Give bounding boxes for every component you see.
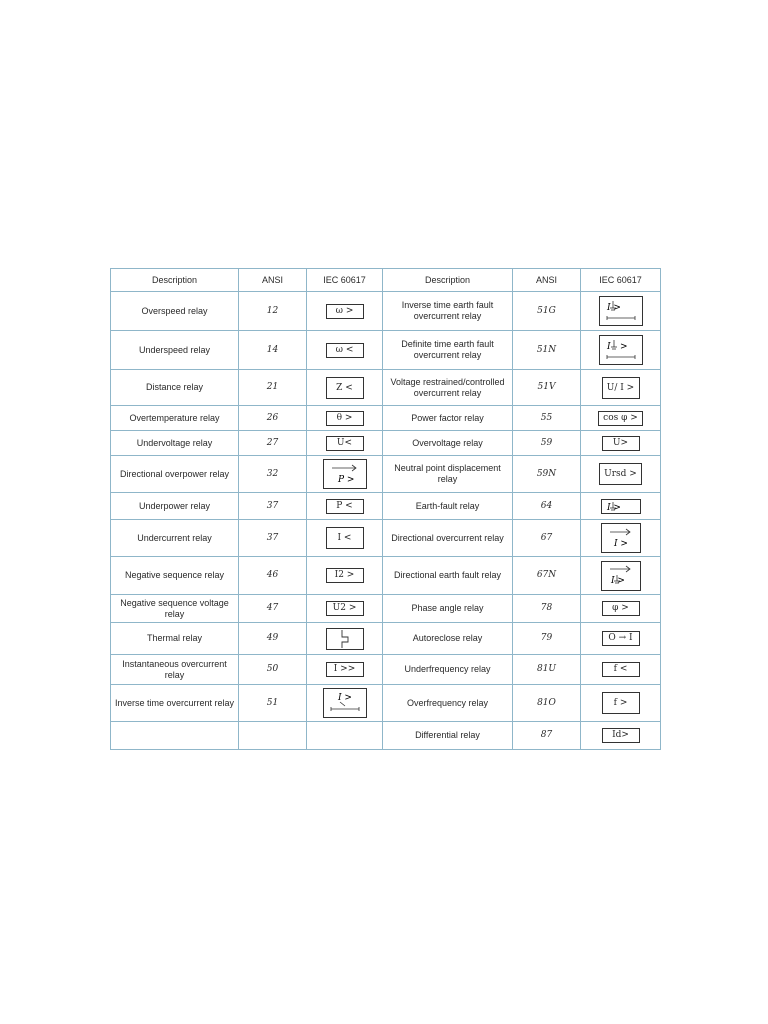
left-symbol-cell (307, 557, 383, 595)
iec-symbol: I2 > (326, 568, 364, 583)
right-description: Phase angle relay (383, 595, 513, 623)
table-row (111, 331, 661, 370)
right-ansi: 59N (513, 456, 581, 493)
left-description: Undervoltage relay (111, 431, 239, 456)
earth-fault-inverse-symbol (599, 296, 643, 326)
left-ansi: 12 (239, 292, 307, 331)
right-symbol-cell (581, 370, 661, 406)
right-symbol-cell (581, 623, 661, 655)
iec-symbol: cos φ > (598, 411, 643, 426)
left-ansi: 14 (239, 331, 307, 370)
left-symbol-cell (307, 520, 383, 557)
right-description: Overvoltage relay (383, 431, 513, 456)
right-ansi: 67 (513, 520, 581, 557)
header-ansi-right: ANSI (513, 269, 581, 292)
right-symbol-cell (581, 406, 661, 431)
right-ansi: 51N (513, 331, 581, 370)
right-description: Overfrequency relay (383, 685, 513, 722)
left-symbol-cell (307, 431, 383, 456)
header-description-left: Description (111, 269, 239, 292)
left-ansi: 46 (239, 557, 307, 595)
inverse-time-overcurrent-symbol (323, 688, 367, 718)
header-iec-right: IEC 60617 (581, 269, 661, 292)
svg-text:I >: I > (613, 539, 628, 549)
earth-fault-definite-symbol (599, 335, 643, 365)
iec-symbol: I < (326, 527, 364, 549)
svg-text:I >: I > (606, 303, 621, 313)
right-symbol-cell (581, 456, 661, 493)
svg-text:I >: I > (606, 502, 621, 513)
right-symbol-cell (581, 557, 661, 595)
right-ansi: 79 (513, 623, 581, 655)
iec-symbol: U2 > (326, 601, 364, 616)
right-symbol-cell (581, 292, 661, 331)
left-symbol-cell (307, 406, 383, 431)
left-ansi: 47 (239, 595, 307, 623)
right-description: Voltage restrained/controlled overcurrent relay (383, 370, 513, 406)
table-row (111, 406, 661, 431)
left-ansi (239, 722, 307, 750)
left-symbol-cell (307, 493, 383, 520)
iec-symbol: Ursd > (599, 463, 642, 485)
svg-text:P >: P > (337, 475, 354, 485)
iec-symbol: I >> (326, 662, 364, 677)
left-symbol-cell (307, 456, 383, 493)
right-description: Directional earth fault relay (383, 557, 513, 595)
left-description: Instantaneous overcurrent relay (111, 655, 239, 685)
directional-overcurrent-symbol (601, 523, 641, 553)
left-description: Overspeed relay (111, 292, 239, 331)
left-description (111, 722, 239, 750)
table-row (111, 292, 661, 331)
table-row (111, 685, 661, 722)
left-symbol-cell (307, 370, 383, 406)
left-ansi: 32 (239, 456, 307, 493)
right-ansi: 51V (513, 370, 581, 406)
relay-table-container (110, 268, 660, 750)
left-description: Negative sequence relay (111, 557, 239, 595)
table-row (111, 722, 661, 750)
right-symbol-cell (581, 431, 661, 456)
right-symbol-cell (581, 331, 661, 370)
directional-power-symbol (323, 459, 367, 489)
right-symbol-cell (581, 685, 661, 722)
table-row (111, 493, 661, 520)
right-ansi: 67N (513, 557, 581, 595)
left-description: Inverse time overcurrent relay (111, 685, 239, 722)
iec-symbol: U< (326, 436, 364, 451)
right-description: Directional overcurrent relay (383, 520, 513, 557)
thermal-icon (326, 628, 364, 650)
right-description: Autoreclose relay (383, 623, 513, 655)
iec-symbol: O → I (602, 631, 640, 646)
right-ansi: 51G (513, 292, 581, 331)
right-ansi: 59 (513, 431, 581, 456)
header-row (111, 269, 661, 292)
iec-symbol: ω < (326, 343, 364, 358)
left-description: Underpower relay (111, 493, 239, 520)
iec-symbol: Id> (602, 728, 640, 743)
svg-text:I: I (606, 342, 611, 352)
table-row (111, 557, 661, 595)
table-row (111, 520, 661, 557)
left-symbol-cell (307, 331, 383, 370)
iec-symbol: U/ I > (602, 377, 640, 399)
header-description-right: Description (383, 269, 513, 292)
iec-symbol: φ > (602, 601, 640, 616)
right-symbol-cell (581, 722, 661, 750)
right-symbol-cell (581, 520, 661, 557)
svg-text:I >: I > (337, 693, 352, 703)
right-ansi: 87 (513, 722, 581, 750)
right-ansi: 81O (513, 685, 581, 722)
left-symbol-cell (307, 595, 383, 623)
left-description: Thermal relay (111, 623, 239, 655)
header-iec-left: IEC 60617 (307, 269, 383, 292)
left-ansi: 37 (239, 520, 307, 557)
iec-symbol: f < (602, 662, 640, 677)
svg-text:I >: I > (610, 575, 625, 586)
left-symbol-cell (307, 292, 383, 331)
left-description: Distance relay (111, 370, 239, 406)
relay-table (110, 268, 661, 750)
right-ansi: 55 (513, 406, 581, 431)
left-ansi: 27 (239, 431, 307, 456)
left-ansi: 51 (239, 685, 307, 722)
right-symbol-cell (581, 655, 661, 685)
header-ansi-left: ANSI (239, 269, 307, 292)
left-ansi: 37 (239, 493, 307, 520)
left-ansi: 49 (239, 623, 307, 655)
right-ansi: 78 (513, 595, 581, 623)
right-description: Differential relay (383, 722, 513, 750)
svg-text:>: > (619, 342, 628, 352)
table-row (111, 456, 661, 493)
iec-symbol: f > (602, 692, 640, 714)
table-row (111, 595, 661, 623)
right-ansi: 64 (513, 493, 581, 520)
directional-earth-fault-symbol (601, 561, 641, 591)
iec-symbol: θ > (326, 411, 364, 426)
right-description: Earth-fault relay (383, 493, 513, 520)
left-description: Negative sequence voltage relay (111, 595, 239, 623)
table-row (111, 431, 661, 456)
left-symbol-cell (307, 685, 383, 722)
left-ansi: 50 (239, 655, 307, 685)
left-ansi: 21 (239, 370, 307, 406)
earth-fault-symbol (601, 499, 641, 514)
left-description: Undercurrent relay (111, 520, 239, 557)
iec-symbol: ω > (326, 304, 364, 319)
right-symbol-cell (581, 493, 661, 520)
left-description: Underspeed relay (111, 331, 239, 370)
right-description: Underfrequency relay (383, 655, 513, 685)
left-ansi: 26 (239, 406, 307, 431)
left-symbol-cell (307, 722, 383, 750)
table-row (111, 655, 661, 685)
iec-symbol: U> (602, 436, 640, 451)
table-row (111, 370, 661, 406)
right-description: Inverse time earth fault overcurrent relay (383, 292, 513, 331)
left-description: Overtemperature relay (111, 406, 239, 431)
left-symbol-cell (307, 623, 383, 655)
right-ansi: 81U (513, 655, 581, 685)
table-row (111, 623, 661, 655)
right-description: Power factor relay (383, 406, 513, 431)
iec-symbol: Z < (326, 377, 364, 399)
right-description: Neutral point displacement relay (383, 456, 513, 493)
iec-symbol: P < (326, 499, 364, 514)
right-symbol-cell (581, 595, 661, 623)
left-symbol-cell (307, 655, 383, 685)
left-description: Directional overpower relay (111, 456, 239, 493)
right-description: Definite time earth fault overcurrent relay (383, 331, 513, 370)
